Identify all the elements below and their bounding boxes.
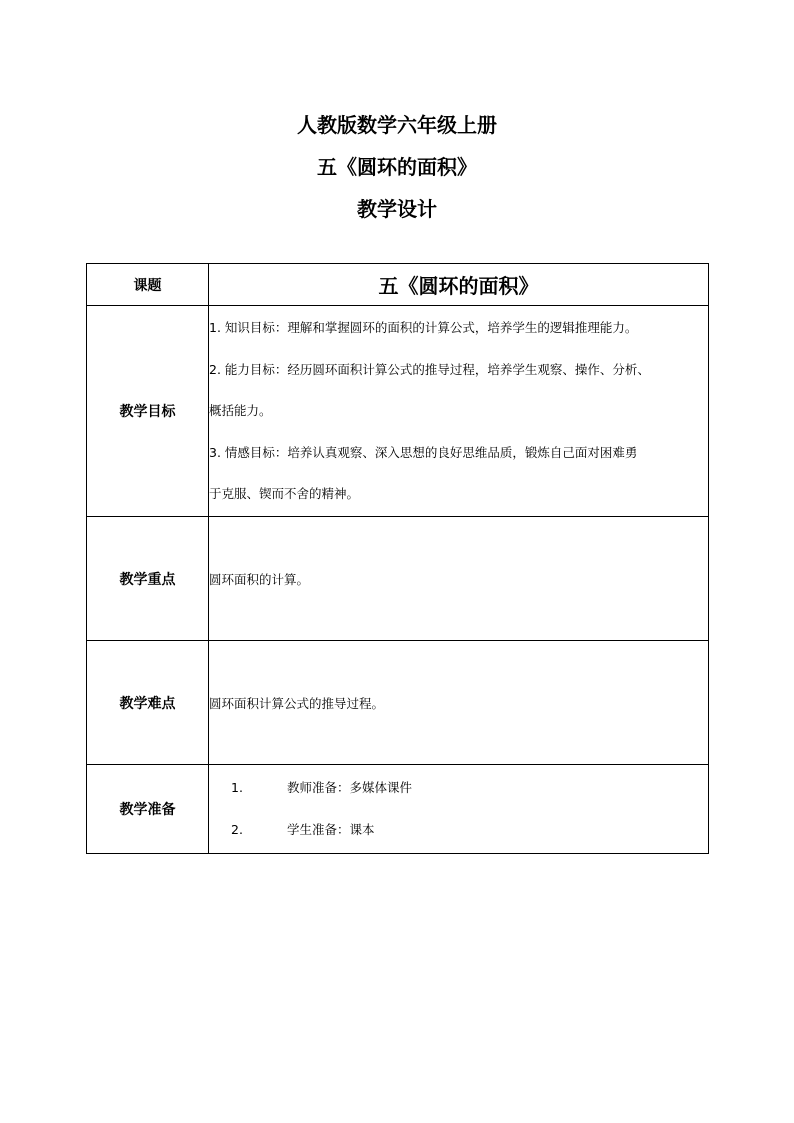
table-row-difficulty	[87, 641, 709, 765]
preparation-label: 教学准备	[87, 765, 209, 854]
title-line-lesson: 五《圆环的面积》	[317, 155, 477, 179]
objective-line: 3. 情感目标：培养认真观察、深入思想的良好思维品质，锻炼自己面对困难勇	[209, 444, 638, 460]
title-line-type: 教学设计	[357, 197, 437, 221]
objective-line: 2. 能力目标：经历圆环面积计算公式的推导过程，培养学生观察、操作、分析、	[209, 361, 650, 377]
topic-value: 五《圆环的面积》	[378, 274, 539, 298]
list-item	[209, 767, 708, 809]
topic-cell	[209, 264, 709, 306]
list-item-number: 2.	[231, 822, 243, 837]
preparation-list	[209, 765, 708, 853]
list-item-text: 学生准备：课本	[287, 822, 375, 837]
key-point-value: 圆环面积的计算。	[209, 517, 709, 641]
difficulty-label: 教学难点	[87, 641, 209, 765]
objective-line: 概括能力。	[209, 403, 272, 419]
objectives-label: 教学目标	[87, 306, 209, 517]
list-item	[209, 809, 708, 851]
table-row-objectives	[87, 306, 709, 517]
lesson-plan-table	[86, 263, 709, 854]
difficulty-value: 圆环面积计算公式的推导过程。	[209, 641, 709, 765]
objectives-cell	[209, 306, 709, 517]
preparation-cell	[209, 765, 709, 854]
objective-line: 于克服、锲而不舍的精神。	[209, 486, 360, 502]
objective-line: 1. 知识目标：理解和掌握圆环的面积的计算公式，培养学生的逻辑推理能力。	[209, 320, 638, 336]
list-item-text: 教师准备：多媒体课件	[287, 780, 413, 795]
table-row-topic	[87, 264, 709, 306]
key-point-label: 教学重点	[87, 517, 209, 641]
list-item-number: 1.	[231, 780, 243, 795]
table-row-key-point	[87, 517, 709, 641]
document-title	[0, 104, 794, 230]
title-line-course: 人教版数学六年级上册	[297, 113, 497, 137]
topic-label: 课题	[87, 264, 209, 306]
table-row-preparation	[87, 765, 709, 854]
